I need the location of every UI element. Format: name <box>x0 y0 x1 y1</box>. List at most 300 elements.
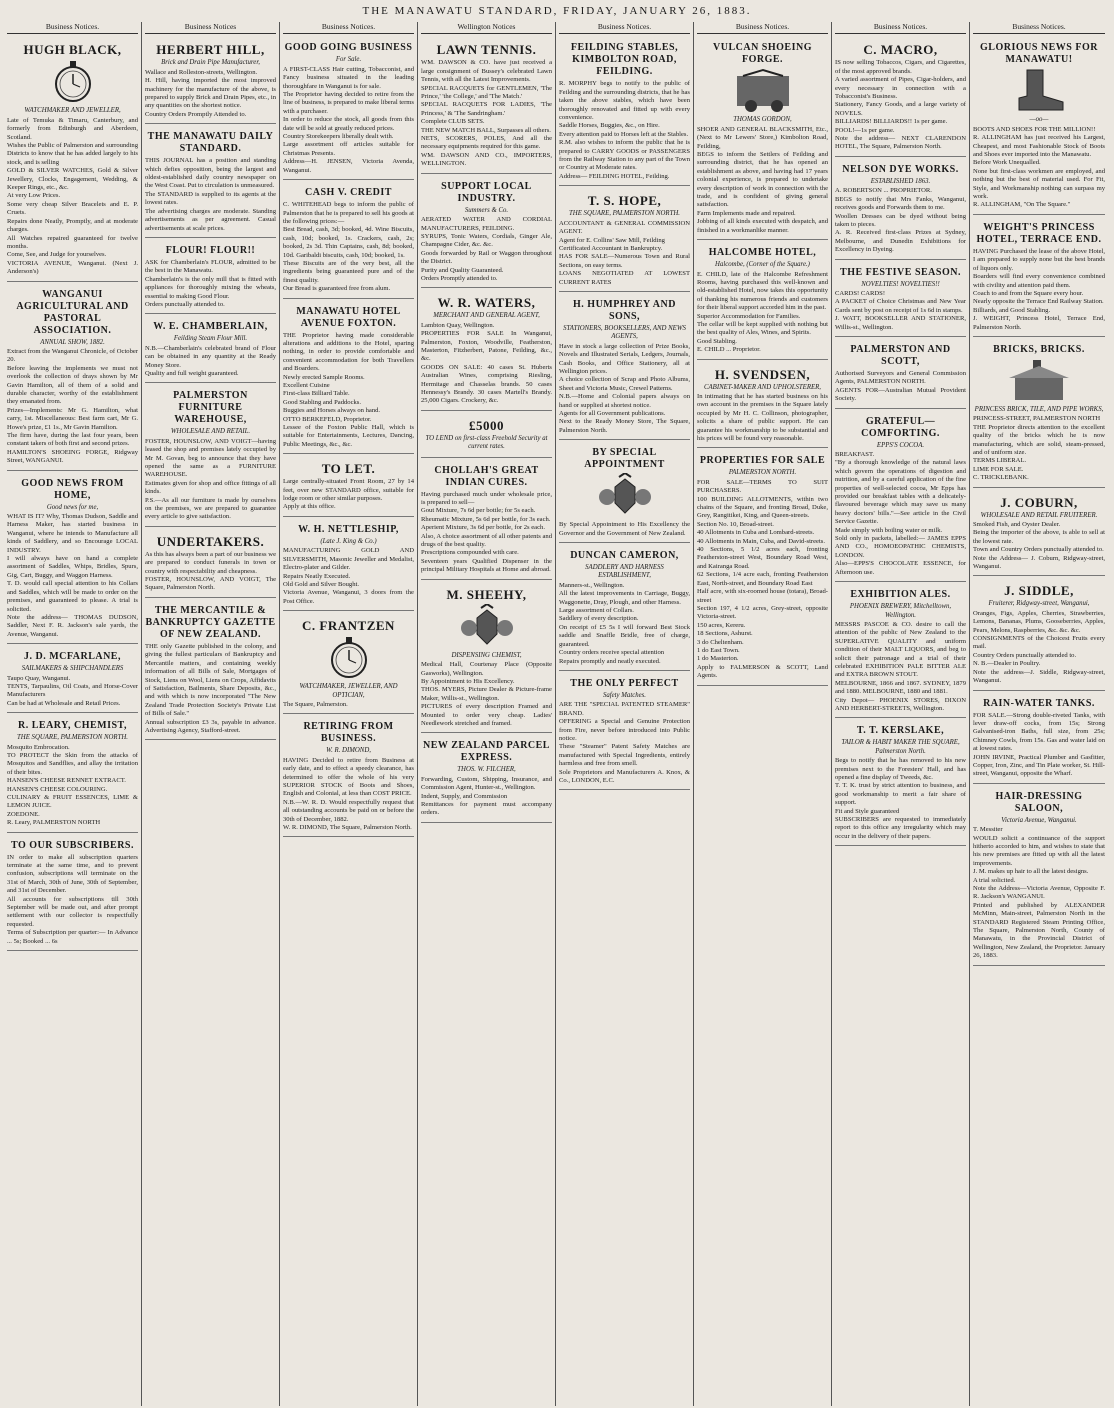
advertisement <box>973 37 1105 214</box>
column-header: Business Notices. <box>283 22 414 34</box>
advertisement <box>145 529 276 598</box>
ad-text-line: These "Steamer" Patent Safety Matches are manufactured with Special Ingredients, entirely harmless and free from smell. <box>559 743 690 768</box>
ad-text-line: R. ALLINGHAM has just received his Largest, Cheapest, and most Fashionable Stock of Boots and Shoes ever imported into the Manawatu. <box>973 134 1105 159</box>
advertisement <box>559 545 690 671</box>
ad-text-line: Our Bread is guaranteed free from alum. <box>283 285 391 293</box>
ad-title: GRATEFUL—COMFORTING. <box>861 415 940 439</box>
ad-text-line: Orders Promptly attended to. <box>421 274 498 282</box>
ad-text-line: Apply at this office. <box>283 503 336 511</box>
ad-text-line: Some very cheap Silver Bracelets and E. P. Cruets. <box>7 200 138 217</box>
ad-title: W. H. NETTLESHIP, <box>298 523 399 535</box>
ad-subtitle: Fruiterer, Ridgway-street, Wanganui, <box>988 600 1090 608</box>
ad-text-line: Certificated Accountant in Bankruptcy. <box>559 244 663 252</box>
ad-title: C. FRANTZEN <box>302 618 395 634</box>
column-header: Business Notices. <box>835 22 966 34</box>
ad-subtitle: TAILOR & HABIT MAKER THE SQUARE, Palmerston North. <box>841 739 960 755</box>
ad-text-line: All the latest improvements in Carriage, Buggy, Waggonette, Dray, Plough, and other Harness. <box>559 590 690 606</box>
ad-text-line: CULINARY & FRUIT ESSENCES, LIME & LEMON JUICE. <box>7 794 138 810</box>
royal-crest-icon <box>595 473 655 519</box>
ad-text-line: Indent, Supply, and Commission <box>421 792 508 800</box>
ad-text-line: GOLD & SILVER WATCHES, Gold & Silver Jewellery, Clocks, Engagement, Wedding, & Keeper Rings, etc., &c. <box>7 167 138 192</box>
ad-text-line: Section No. 10, Broad-street. <box>697 520 774 528</box>
advertisement <box>697 242 828 359</box>
ad-text-line: Oranges, Figs, Apples, Cherries, Strawberries, Lemons, Bananas, Plums, Gooseberries, Apples, Pears, Melons, Raspberries, &c. &c. &c. <box>973 609 1105 634</box>
column-3 <box>280 22 418 1406</box>
ad-text-line: PICTURES of every description Framed and Mounted to order very cheap. Ladies' Needlework stretched and framed. <box>421 703 552 727</box>
ad-text-line: Repairs done Neatly, Promptly, and at moderate charges. <box>7 217 138 234</box>
ad-title: J. D. MCFARLANE, <box>24 651 121 663</box>
ad-text-line: GOODS ON SALE: 40 cases St. Huberts Australian Wines, comprising Riesling, Hermitage and Chasselas brands. 50 cases Hennessy's Brandy. 30 cases Martell's Brandy. 25,000 Cigars. Crockery, &c. <box>421 363 552 405</box>
ad-text-line: A PACKET of Choice Christmas and New Year Cards sent by post on receipt of 1s 6d in stamps. <box>835 298 966 314</box>
ad-text-line: OTTO BERKEFELD, Proprietor. <box>283 415 372 423</box>
ad-text-line: By Appointment to His Excellency. <box>421 677 515 685</box>
ad-subtitle: CABINET-MAKER AND UPHOLSTERER, <box>704 383 821 391</box>
ad-subtitle: PALMERSTON NORTH. <box>728 469 797 477</box>
column-8 <box>970 22 1108 1406</box>
ad-subtitle: ESTABLISHED 1863. <box>870 177 931 185</box>
ad-title: TO OUR SUBSCRIBERS. <box>11 839 134 851</box>
ad-text-line: LOANS NEGOTIATED AT LOWEST CURRENT RATES <box>559 270 690 286</box>
ad-text-line: Being the importer of the above, is able to sell at the lowest rate. <box>973 529 1105 545</box>
ad-title: £5000 <box>469 417 504 433</box>
column-header: Business Notices. <box>697 22 828 34</box>
ad-text-line: WM. DAWSON AND CO., IMPORTERS, WELLINGTON. <box>421 151 552 168</box>
ad-text-line: Boarders will find every convenience combined with civility and attention paid them. <box>973 273 1105 289</box>
ad-text-line: SPECIAL RACQUETS FOR LADIES, 'The Princess,' & 'The Sandringham.' <box>421 101 552 117</box>
ad-text-line: P.S.—As all our furniture is made by ourselves on the premises, we are prepared to guarantee every article to give satisfaction. <box>145 496 276 521</box>
ad-text-line: Billiards, and Good Stabling. <box>973 306 1051 314</box>
ad-text-line: Begs to notify that he has removed to his new premises next to the Foresters' Hall, and has opened a fine display of Tweeds, &c. <box>835 757 966 781</box>
ad-title: NEW ZEALAND PARCEL EXPRESS. <box>423 740 550 764</box>
ad-text-line: NETS, SCORERS, POLES, And all the necessary equipments required for this game. <box>421 135 552 151</box>
ad-title: PALMERSTON AND SCOTT, <box>850 343 951 367</box>
ad-text-line: Fit and Style guaranteed <box>835 807 900 815</box>
ad-title: NELSON DYE WORKS. <box>842 163 959 175</box>
ad-text-line: R.M. also wishes to inform the public that he is prepared to CARRY GOODS or PASSENGERS from the Railway Station to any part of the Town or Country at Moderate rates. <box>559 139 690 172</box>
ad-text-line: The firm have, during the last four years, been constant takers of both first and second prizes. <box>7 432 138 448</box>
ad-text-line: BEGS to inform the Settlers of Feilding and surrounding district, that he has opened an establishment as above, and having had 17 years colonial experience, is prepared to undertake every description of work in connection with the trade, and is confident of giving general satisfaction. <box>697 151 828 209</box>
advertisement <box>973 786 1105 966</box>
advertisement <box>835 584 966 718</box>
ad-title: HERBERT HILL, <box>156 42 265 58</box>
ad-text-line: HANSEN'S CHEESE RENNET EXTRACT. <box>7 777 126 785</box>
ad-text-line: A varied assortment of Pipes, Cigar-holders, and every necessary in connection with a Tobacconist's Business. <box>835 76 966 101</box>
ad-text-line: 1 do East Town. <box>697 646 740 654</box>
ad-title: W. E. CHAMBERLAIN, <box>153 321 268 333</box>
ad-title: J. SIDDLE, <box>1004 583 1074 599</box>
advertisement <box>835 339 966 409</box>
ad-text-line: Authorised Surveyors and General Commission Agents, PALMERSTON NORTH. <box>835 369 966 386</box>
ad-text-line: Sold only in packets, labelled:— JAMES EPPS AND CO., HOMOEOPATHIC CHEMISTS, LONDON. <box>835 535 966 559</box>
masthead: THE MANAWATU STANDARD, FRIDAY, JANUARY 26, 1883. <box>362 5 752 17</box>
ad-text-line: Wallace and Rolleston-streets, Wellington. <box>145 68 258 76</box>
ad-text-line: Agent for E. Collins' Saw Mill, Feilding <box>559 236 665 244</box>
ad-text-line: POOL!—1s per game. <box>835 126 895 134</box>
ad-text-line: ZOEDONE. <box>7 810 40 818</box>
ad-text-line: A. ROBERTSON ... PROPRIETOR. <box>835 187 932 195</box>
ad-text-line: MESSRS PASCOE & CO. desire to call the attention of the public of New Zealand to the SUPERLATIVE QUALITY and uniform condition of their MALT LIQUORS, and beg to solicit their patronage and a trial of their celebrated EXHIBITION PALE BITTER ALE and EXTRA BROWN STOUT. <box>835 620 966 679</box>
ad-subtitle: THE SQUARE, PALMERSTON NORTH. <box>17 734 128 742</box>
ad-text-line: A choice collection of Scrap and Photo Albums, Sheet and Victoria Music, Crewel Patterns. <box>559 376 690 392</box>
ad-text-line: ACCOUNTANT & GENERAL COMMISSION AGENT. <box>559 219 690 236</box>
advertisement <box>283 182 414 298</box>
ad-title: T. T. KERSLAKE, <box>856 725 945 737</box>
ad-title: GOOD GOING BUSINESS <box>284 42 413 54</box>
ad-title: MANAWATU HOTEL AVENUE FOXTON. <box>296 305 401 329</box>
ad-subtitle: (Late J. King & Co.) <box>320 537 377 545</box>
ad-text-line: Stationery, Fancy Goods, and a large variety of NOVELS. <box>835 101 966 117</box>
ad-text-line: FOR SALE—TERMS TO SUIT PURCHASERS. <box>697 478 828 495</box>
ad-text-line: SUBSCRIBERS are requested to immediately report to this office any irregularity which may occur in the delivery of their papers. <box>835 816 966 840</box>
ad-text-line: T. Messiter <box>973 826 1003 834</box>
advertisement <box>421 460 552 580</box>
ad-text-line: R. ALLINGHAM, "On The Square." <box>973 201 1071 209</box>
ad-text-line: 62 Sections, 1/4 acre each, fronting Featherston East, North-street, and Boundary Road East <box>697 571 828 587</box>
ad-text-line: Having purchased much under wholesale price, is prepared to sell— <box>421 490 552 507</box>
ad-text-line: Country Storekeepers liberally dealt with. <box>283 133 394 141</box>
advertisement <box>145 240 276 314</box>
ad-text-line: Address— FEILDING HOTEL, Feilding. <box>559 172 670 180</box>
ad-text-line: E. CHILD ... Proprietor. <box>697 346 761 354</box>
ad-text-line: Coach to and from the Square every hour. <box>973 289 1084 297</box>
ad-text-line: AGENTS FOR—Australian Mutual Provident Society. <box>835 386 966 403</box>
advertisement <box>145 316 276 383</box>
ad-title: WEIGHT'S PRINCESS HOTEL, TERRACE END. <box>976 221 1102 245</box>
ad-text-line: Quality and full weight guaranteed. <box>145 369 239 377</box>
ad-subtitle: PHOENIX BREWERY, Mitchelltown, Wellington. <box>849 603 952 619</box>
ad-text-line: BEGS to notify that Mrs Fanks, Wanganui, receives goods and Forwards them to me. <box>835 195 966 212</box>
horseshoe-icon <box>733 68 793 114</box>
ad-text-line: Town and Country Orders punctually attended to. <box>973 546 1104 554</box>
ad-text-line: A trial solicited. <box>973 876 1016 884</box>
ad-text-line: BOOTS AND SHOES FOR THE MILLION!! <box>973 125 1096 133</box>
ad-text-line: Superior Accommodation for Families. <box>697 312 801 320</box>
ad-text-line: "By a thorough knowledge of the natural laws which govern the operations of digestion and nutrition, and by a careful application of the fine properties of well-selected cocoa, Mr Epps has provided our breakfast tables with a delicately-flavoured beverage which may save us many heavy doctors' bills."—See article in the Civil Service Gazette. <box>835 459 966 526</box>
column-6 <box>694 22 832 1406</box>
ad-title: CASH V. CREDIT <box>305 187 392 199</box>
ad-title: FEILDING STABLES, KIMBOLTON ROAD, FEILDING. <box>570 42 679 78</box>
ad-text-line: Saddle Horses, Buggies, &c., on Hire. <box>559 122 660 130</box>
ad-text-line: N. B.—Dealer in Poultry. <box>973 660 1041 668</box>
ad-text-line: Section 197, 4 1/2 acres, Grey-street, opposite Victoria-street. <box>697 604 828 621</box>
ad-text-line: Saddlery of every description. <box>559 615 639 623</box>
ad-text-line: C. WHITEHEAD begs to inform the public of Palmerston that he is prepared to sell his goods at the following prices:— <box>283 201 414 225</box>
ad-title: FLOUR! FLOUR!! <box>165 244 256 256</box>
ad-text-line: THE NEW MATCH BALL, Surpasses all others. <box>421 126 551 134</box>
ad-text-line: Estimates given for shop and office fittings of all kinds. <box>145 479 276 496</box>
ad-text-line: Newly erected Sample Rooms. <box>283 373 365 381</box>
ad-text-line: Repairs promptly and neatly executed. <box>559 657 661 665</box>
ad-title: VULCAN SHOEING FORGE. <box>713 42 812 66</box>
ad-text-line: None but first-class workmen are employed, and nothing but the best of material used. For Fit, Style, and Workmanship nothing can surpass my work. <box>973 167 1105 201</box>
advertisement <box>145 385 276 526</box>
ad-text-line: Repairs Neatly Executed. <box>283 572 351 580</box>
ad-text-line: IS now selling Tobaccos, Cigars, and Cigarettes, of the most approved brands. <box>835 59 966 75</box>
ad-text-line: Victoria Avenue, Wanganui, 3 doors from the Post Office. <box>283 589 414 605</box>
ad-text-line: JOHN IRVINE, Practical Plumber and Gasfitter, Copper, Iron, Zinc, and Tin Plate worker, St. Hill-street, Wanganui, opposite the Wharf. <box>973 753 1105 778</box>
ad-title: LAWN TENNIS. <box>436 42 537 58</box>
ad-text-line: Note the Address— J. Coburn, Ridgway-street, Wanganui. <box>973 554 1105 571</box>
ad-text-line: Farm Implements made and repaired. <box>697 209 796 217</box>
ad-title: PROPERTIES FOR SALE <box>699 455 826 467</box>
brick-kiln-icon <box>1009 358 1069 404</box>
column-header: Wellington Notices <box>421 22 552 34</box>
ad-text-line: THE only Gazette published in the colony, and giving the fullest particulars of Bankruptcy and Mercantile matters, and containing weekly information of all Bills of Sale, Mortgages of Stock, Liens on Wool, Liens on Crops, Affidavits of Satisfaction, Bailments, Share Deposits, &c., and with which is now incorporated "The New Zealand Trade Protection Society's Private List of Bills of Sale." <box>145 642 276 718</box>
ad-text-line: THE Proprietor having made considerable alterations and additions to the Hotel, sparing nothing, in order to provide comfortable and convenient accommodation for both Travellers and Boarders. <box>283 331 414 373</box>
ad-text-line: SPECIAL RACQUETS for GENTLEMEN, 'The Prince,' 'the College,' and 'The Match.' <box>421 84 552 101</box>
ad-text-line: Also—EPPS'S CHOCOLATE ESSENCE, for Afternoon use. <box>835 560 966 576</box>
ad-text-line: 18 Sections, Ashurst. <box>697 630 753 638</box>
ad-subtitle: Feilding Steam Flour Mill. <box>173 335 248 343</box>
ad-text-line: J. WATT, BOOKSELLER AND STATIONER, Willis-st., Wellington. <box>835 315 966 331</box>
ad-text-line: Goods forwarded by Rail or Waggon throughout the District. <box>421 249 552 266</box>
ad-subtitle: Halcombe, (Corner of the Square.) <box>715 261 810 269</box>
ad-text-line: First-class Billiard Table. <box>283 390 350 398</box>
ad-text-line: Gout Mixture, 7s 6d per bottle; for 5s each. <box>421 507 536 515</box>
ad-text-line: The Proprietor having decided to retire from the line of business, is prepared to make liberal terms with a purchaser. <box>283 91 414 115</box>
ad-text-line: T. T. K. trust by strict attention to business, and good workmanship to merit a fair share of support. <box>835 782 966 807</box>
ad-text-line: TO PROTECT the Skin from the attacks of Mosquitos and Sandflies, and allay the irritation of their bites. <box>7 751 138 776</box>
ad-text-line: THIS JOURNAL has a position and standing which defies opposition, being the largest and oldest-established daily country newspaper on the West Coast. Put to circulation is unmeasured. <box>145 157 276 190</box>
ad-subtitle: Victoria Avenue, Wanganui. <box>1001 816 1077 824</box>
ad-text-line: All accounts for subscriptions till 30th September will be made out, and after prompt settlement with our collector is respectfully requested. <box>7 895 138 928</box>
ad-subtitle: DISPENSING CHEMIST, <box>451 651 522 659</box>
ad-text-line: Large centrally-situated Front Room, 27 by 14 feet, over new STANDARD office, suitable for lodge room or other similar purposes. <box>283 478 414 503</box>
ad-title: CHOLLAH'S GREAT INDIAN CURES. <box>434 464 539 488</box>
ad-text-line: CARDS! CARDS! <box>835 289 886 297</box>
ad-text-line: Address—H. JENSEN, Victoria Avenda, Wanganui. <box>283 158 414 174</box>
advertisement <box>835 411 966 583</box>
ad-text-line: 40 Allotments in Cuba and Lombard-streets. <box>697 529 815 537</box>
ad-text-line: Sole Proprietors and Manufacturers A. Knox, & Co., LONDON, E.C. <box>559 768 690 784</box>
ad-text-line: Aperient Mixture, 3s 6d per bottle, for 2s each. <box>421 524 545 532</box>
column-header: Business Notices <box>145 22 276 34</box>
ad-title: HAIR-DRESSING SALOON, <box>995 790 1083 814</box>
ad-title: DUNCAN CAMERON, <box>570 550 679 562</box>
ad-text-line: Chamberlain's is the only mill that is fitted with appliances for thoroughly mixing the wheats, essential to making Good Flour. <box>145 275 276 300</box>
ad-text-line: Prizes—Implements: Mr G. Hamilton, what carry, 1st. Miscellaneous: Best farm cart, Mr G. Howe's prize, £1 1s., Mr Gavin Hamilton. <box>7 406 138 431</box>
ad-text-line: All Watches repaired guaranteed for twelve months. <box>7 234 138 250</box>
ad-subtitle: THOMAS GORDON, <box>733 116 792 124</box>
ad-text-line: Remittances for payment must accompany orders. <box>421 800 552 817</box>
ad-text-line: Before leaving the implements we must not overlook the collection of drays shown by Mr Gavin Hamilton, all of them of a solid and durable character, worthy of the establishment they emanated from. <box>7 364 138 406</box>
ad-text-line: In order to reduce the stock, all goods from this date will be sold at greatly reduced prices. <box>283 116 414 132</box>
ad-text-line: Manners-st., Wellington. <box>559 581 625 589</box>
advertisement <box>283 301 414 455</box>
ad-text-line: By Special Appointment to His Excellency the Governor and the Government of New Zealand. <box>559 521 690 537</box>
ad-text-line: Extract from the Wanganui Chronicle, of October 20. <box>7 347 138 364</box>
ad-text-line: The STANDARD is supplied to its agents at the lowest rates. <box>145 190 276 207</box>
ad-text-line: ARE THE "SPECIAL PATENTED STEAMER" BRAND. <box>559 701 690 717</box>
ad-text-line: 1 do Masterton. <box>697 655 739 663</box>
ad-subtitle: Good news for me, <box>46 503 99 511</box>
advertisement <box>421 290 552 410</box>
ad-text-line: ASK for Chamberlain's FLOUR, admitted to be the best in the Manawatu. <box>145 258 276 275</box>
ad-subtitle: THE SQUARE, PALMERSTON NORTH. <box>569 210 680 218</box>
advertisement <box>283 456 414 517</box>
ad-text-line: I will always have on hand a complete assortment of Saddles, Whips, Bridles, Spurs, Gig, Cart, Buggy, and Waggon Harness. <box>7 555 138 579</box>
advertisement <box>7 646 138 713</box>
advertisement <box>835 262 966 337</box>
ad-text-line: Country Orders Promptly Attended to. <box>145 110 247 118</box>
ad-subtitle: Brick and Drain Pipe Manufacturer, <box>161 59 260 67</box>
ad-text-line: TERMS LIBERAL. <box>973 457 1027 465</box>
column-header: Business Notices. <box>559 22 690 34</box>
ad-text-line: 40 Sections, 5 1/2 acres each, fronting Featherston-street West, Boundary Road West, and Kairanga Road. <box>697 546 828 570</box>
ad-subtitle: WHOLESALE AND RETAIL. <box>170 428 251 436</box>
ad-subtitle: MERCHANT AND GENERAL AGENT, <box>433 312 540 320</box>
ad-text-line: TENTS, Tarpaulins, Oil Coats, and Horse-Cover Manufacturers <box>7 682 138 699</box>
ad-text-line: MELBOURNE, 1866 and 1867. SYDNEY, 1879 and 1880. MELBOURNE, 1880 and 1881. <box>835 679 966 696</box>
ad-subtitle: PRINCESS BRICK, TILE, AND PIPE WORKS, <box>974 405 1104 413</box>
advertisement <box>7 37 138 281</box>
advertisement <box>7 835 138 951</box>
ad-text-line: Note the address— NEXT CLARENDON HOTEL, The Square, Palmerston North. <box>835 135 966 151</box>
columns-container <box>4 22 1110 1406</box>
advertisement <box>835 37 966 156</box>
ad-text-line: OFFERING a Special and Genuine Protection from Fire, never before introduced into Public notice. <box>559 718 690 742</box>
ad-text-line: WHAT IS IT? Why, Thomas Dudson, Saddle and Harness Maker, has started business in Wanganui, where he intends to Manufacture all kinds of Saddlery, and so Encourage LOCAL INDUSTRY. <box>7 513 138 554</box>
advertisement <box>973 578 1105 690</box>
advertisement <box>835 720 966 846</box>
ad-text-line: H. Hill, having imported the most improved machinery for the manufacture of the above, is prepared to supply Brick and Drain Pipes, etc., in any quantities on the shortest notice. <box>145 77 276 110</box>
ad-text-line: Purity and Quality Guaranteed. <box>421 266 504 274</box>
ad-title: HUGH BLACK, <box>23 42 122 58</box>
ad-subtitle: SAILMAKERS & SHIPCHANDLERS <box>21 665 124 673</box>
ad-text-line: J. WEIGHT, Princess Hotel, Terrace End, Palmerston North. <box>973 315 1105 331</box>
ad-text-line: A FIRST-CLASS Hair cutting, Tobacconist, and Fancy business situated in the leading thoroughfare in Wanganui is for sale. <box>283 65 414 90</box>
ad-title: THE FESTIVE SEASON. <box>840 266 961 278</box>
ad-text-line: The cellar will be kept supplied with nothing but the best quality of Ales, Wines, and Spirits. <box>697 320 828 337</box>
ad-text-line: Woollen Dresses can be dyed without being taken to pieces. <box>835 212 966 228</box>
advertisement <box>421 176 552 289</box>
ad-text-line: FOSTER, HOUNSLOW, AND VOIGT, The Square, Palmerston North. <box>145 576 276 592</box>
advertisement <box>835 159 966 260</box>
ad-title: THE MANAWATU DAILY STANDARD. <box>147 131 274 155</box>
ad-text-line: SHOER AND GENERAL BLACKSMITH, Etc., (Next to Mr Lewers' Store,) Kimbolton Road, Feilding, <box>697 125 828 150</box>
ad-text-line: Buggies and Horses always on hand. <box>283 407 381 415</box>
ad-text-line: Complete CLUB SETS. <box>421 118 485 126</box>
ad-text-line: Prescriptions compounded with care. <box>421 549 519 557</box>
ad-text-line: R. MORPHY begs to notify to the public of Feilding and the surrounding districts, that he has taken the above stables, which have been thoroughly renovated and fitted up with every convenience. <box>559 80 690 122</box>
ad-subtitle: ANNUAL SHOW, 1882. <box>40 338 105 346</box>
ad-text-line: HANSEN'S CHEESE COLOURING. <box>7 785 108 793</box>
ad-text-line: SYRUPS, Tonic Waters, Cordials, Ginger Ale, Champagne Cider, &c. &c. <box>421 232 552 249</box>
ad-text-line: Wishes the Public of Palmerston and surrounding Districts to know that he has added largely to his stock, and is selling <box>7 142 138 166</box>
ad-text-line: AERATED WATER AND CORDIAL MANUFACTURERS, FEILDING. <box>421 216 552 232</box>
ad-title: SUPPORT LOCAL INDUSTRY. <box>441 180 532 204</box>
ad-text-line: Good Stabling and Paddocks. <box>283 398 362 406</box>
advertisement <box>421 413 552 458</box>
ad-text-line: PRINCESS-STREET, PALMERSTON NORTH <box>973 415 1101 423</box>
ad-subtitle: WHOLESALE AND RETAIL FRUITERER. <box>980 511 1098 519</box>
ad-subtitle: EPPS'S COCOA. <box>876 441 925 449</box>
ad-title: T. S. HOPE, <box>587 193 662 209</box>
ad-text-line: These Biscuits are of the very best, all the ingredients being guaranteed pure and of the finest quality. <box>283 259 414 284</box>
ad-subtitle: —oo— <box>1029 116 1049 124</box>
ad-text-line: R. Leary, PALMERSTON NORTH <box>7 819 101 827</box>
ad-title: HALCOMBE HOTEL, <box>708 247 817 259</box>
advertisement <box>7 473 138 645</box>
ad-text-line: LIME FOR SALE. <box>973 465 1024 473</box>
ad-text-line: Apply to FALMERSON & SCOTT, Land Agents. <box>697 663 828 680</box>
watch-icon <box>43 59 103 105</box>
ad-text-line: THE Proprietor directs attention to the excellent quality of the bricks which he is now manufacturing, which are solid, steam-pressed, and of uniform size. <box>973 423 1105 456</box>
ad-text-line: Have in stock a large collection of Prize Books, Novels and Illustrated Serials, Ledgers, Journals, Cash Books, and Office Stationery, all at Wellington prices. <box>559 342 690 375</box>
ad-title: PALMERSTON FURNITURE WAREHOUSE, <box>173 390 248 426</box>
ad-text-line: Can be had at Wholesale and Retail Prices. <box>7 699 121 707</box>
ad-text-line: N.B.—Home and Colonial papers always on hand or supplied at shortest notice. <box>559 393 690 409</box>
ad-subtitle: THOS. W. FILCHER, <box>457 766 516 774</box>
ad-title: THE MERCANTILE & BANKRUPTCY GAZETTE OF NEW ZEALAND. <box>145 604 276 640</box>
ad-text-line: BILLIARDS! BILLIARDS!! 1s per game. <box>835 118 948 126</box>
advertisement <box>559 442 690 543</box>
ad-subtitle: WATCHMAKER, JEWELLER, AND OPTICIAN, <box>299 683 398 699</box>
advertisement <box>145 126 276 238</box>
column-7 <box>832 22 970 1406</box>
ad-text-line: Seventeen years Qualified Dispenser in the principal Military Hospitals at Home and abroad. <box>421 557 552 574</box>
ad-text-line: HAMILTON'S SHOEING FORGE, Ridgway Street, WANGANUI. <box>7 448 138 465</box>
ad-text-line: HAS FOR SALE—Numerous Town and Rural Sections, on easy terms. <box>559 253 690 269</box>
ad-text-line: The Square, Palmerston. <box>283 700 348 708</box>
advertisement <box>973 693 1105 784</box>
ad-text-line: Orders punctually attended to. <box>145 300 225 308</box>
ad-title: UNDERTAKERS. <box>156 533 265 549</box>
ad-text-line: Next to the Ready Money Store, The Square, Palmerston North. <box>559 418 690 434</box>
ad-subtitle: TO LEND on first-class Freehold Security at current rates. <box>425 434 548 451</box>
ad-text-line: Old Gold and Silver Bought. <box>283 580 360 588</box>
ad-title: H. HUMPHREY AND SONS, <box>573 298 676 322</box>
column-2 <box>142 22 280 1406</box>
ad-text-line: At very Low Prices. <box>7 192 61 200</box>
ad-text-line: MANUFACTURING GOLD AND SILVERSMITH, Masonic Jeweller and Medalist, Electro-plater and Gilder. <box>283 547 414 572</box>
ad-title: BY SPECIAL APPOINTMENT <box>584 447 665 471</box>
ad-text-line: E. CHILD, late of the Halcombe Refreshment Rooms, having purchased this well-known and old-established Hotel, now takes this opportunity of thanking his numerous friends and customers for their liberal support accorded him in the past. <box>697 270 828 312</box>
ad-text-line: Note the Address—Victoria Avenue, Opposite F. R. Jackson's WANGANUI. <box>973 885 1105 901</box>
ad-text-line: Excellent Cuisine <box>283 382 330 389</box>
advertisement <box>145 600 276 740</box>
ad-subtitle: Safety Matches. <box>602 691 647 699</box>
advertisement <box>145 37 276 124</box>
column-5 <box>556 22 694 1406</box>
ad-title: W. R. WATERS, <box>437 295 536 311</box>
ad-title: BRICKS, BRICKS. <box>993 343 1085 355</box>
ad-text-line: HAVING Purchased the lease of the above Hotel, I am prepared to supply none but the best brands of liquors only. <box>973 247 1105 272</box>
ad-text-line: Good Stabling. <box>697 337 737 345</box>
ad-text-line: WOULD solicit a continuance of the support hitherto accorded to him, and wishes to state that his new premises are fitted up with all the latest improvements. <box>973 834 1105 867</box>
ad-title: RAIN-WATER TANKS. <box>983 697 1095 709</box>
ad-text-line: Half acre, with six-roomed house (totara), Broad-street <box>697 588 828 604</box>
advertisement <box>7 715 138 832</box>
column-header: Business Notices. <box>7 22 138 34</box>
ad-title: C. MACRO, <box>863 42 938 58</box>
advertisement <box>421 37 552 173</box>
advertisement <box>421 582 552 734</box>
ad-text-line: Late of Temuka & Timaru, Canterbury, and formerly from Edinburgh and Aberdeen, Scotland. <box>7 116 138 141</box>
advertisement <box>283 613 414 714</box>
ad-text-line: Agents for all Government publications. <box>559 410 666 417</box>
ad-text-line: Large assortment of Collars. <box>559 607 634 615</box>
ad-title: EXHIBITION ALES. <box>850 589 951 601</box>
ad-subtitle: SADDLERY AND HARNESS ESTABLISHMENT, <box>585 564 664 580</box>
ad-text-line: Printed and published by ALEXANDER McMinn, Main-street, Palmerston North in the STANDARD Registered Steam Printing Office, The Square, Palmerston North, County of Manawatu, in the Provincial District of Wellington, New Zealand, the Proprietor. January 26, 1883. <box>973 901 1105 960</box>
ad-text-line: CONSIGNMENTS of the Choicest Fruits every mail. <box>973 635 1105 651</box>
ad-text-line: Rheumatic Mixture, 5s 6d per bottle, for 3s each. <box>421 515 551 523</box>
ad-subtitle: NOVELTIES! NOVELTIES!! <box>861 280 940 288</box>
ad-text-line: In intimating that he has started business on his own account in the premises in the Square lately occupied by Mr H. C. Collinson, photographer, solicits a share of public support. He can guarantee his workmanship to be substantial and his prices will be found very reasonable. <box>697 392 828 442</box>
ad-text-line: N.B.—W. R. D. Would respectfully request that all outstanding accounts be paid on or before the 30th of December, 1882. <box>283 798 414 823</box>
ad-text-line: C. TRICKLEBANK. <box>973 474 1029 482</box>
